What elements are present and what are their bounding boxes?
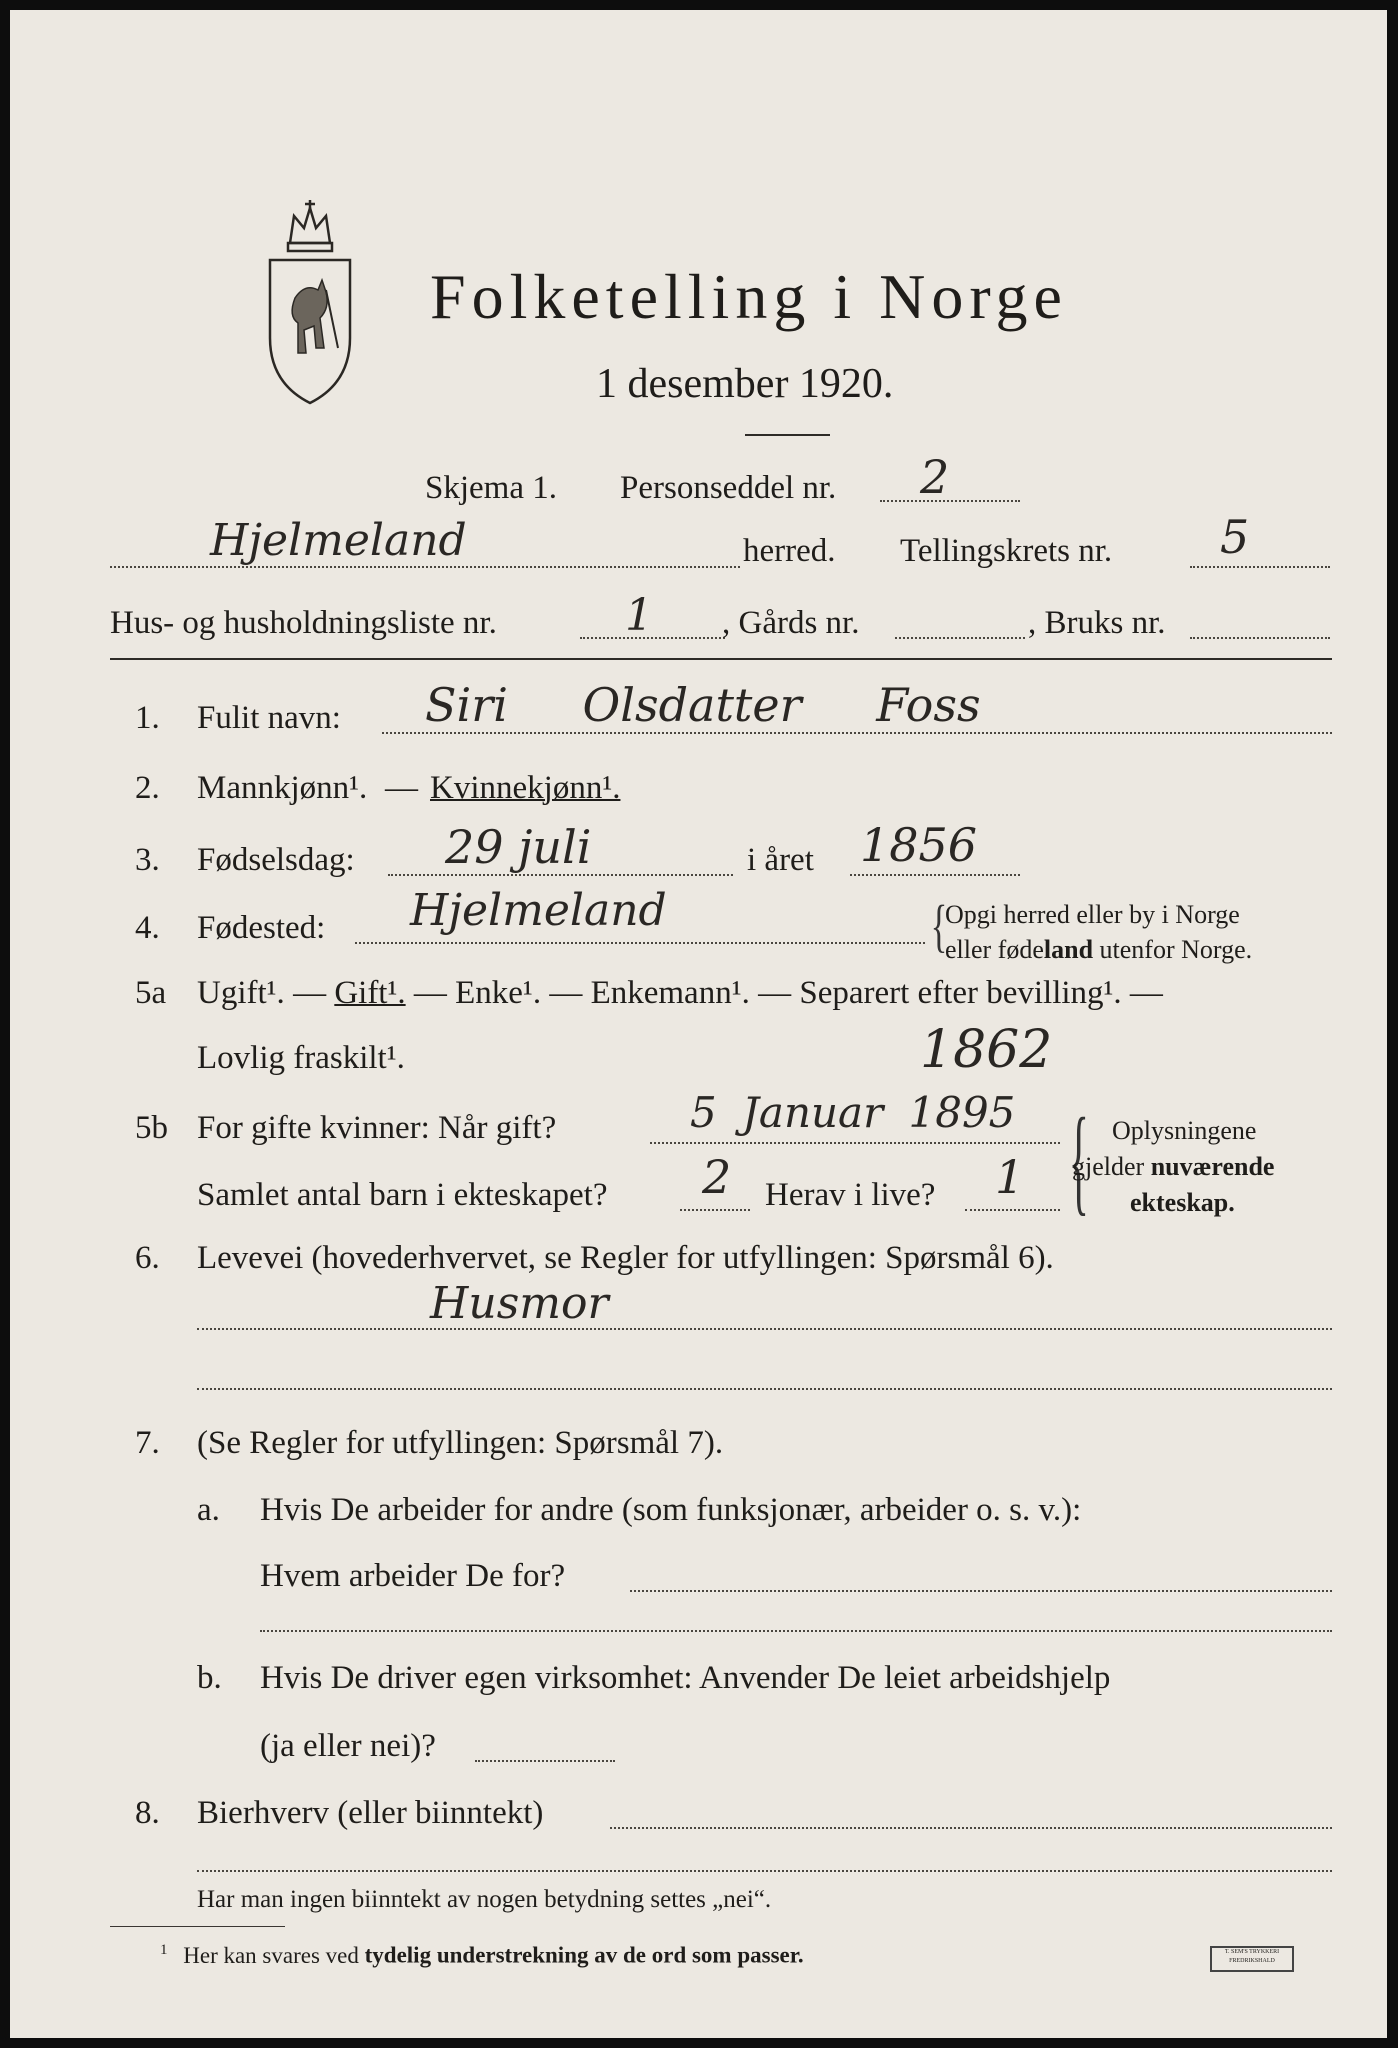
q5a-number: 5a <box>135 975 167 1011</box>
q4-brace: { <box>930 893 948 958</box>
q2-number: 2. <box>135 770 160 806</box>
q7b-question: (ja eller nei)? <box>260 1728 436 1764</box>
tellingskrets-line <box>1190 566 1330 568</box>
q7a-line1 <box>630 1590 1332 1592</box>
q7b-line <box>475 1760 615 1762</box>
personseddel-value: 2 <box>920 450 950 504</box>
q1-value: Siri Olsdatter Foss <box>425 678 981 732</box>
q4-note-line2 <box>945 935 1252 965</box>
form-title: Folketelling i Norge <box>430 261 1068 332</box>
q6-value: Husmor <box>430 1278 609 1329</box>
q5b-label2: Samlet antal barn i ekteskapet? <box>197 1177 608 1213</box>
personseddel-label: Personseddel nr. <box>620 470 837 506</box>
bruks-label: , Bruks nr. <box>1028 605 1166 641</box>
hus-value: 1 <box>625 590 653 641</box>
tellingskrets-label: Tellingskrets nr. <box>900 533 1113 569</box>
q4-note-line1: Opgi herred eller by i Norge <box>945 900 1240 929</box>
q7a-text: Hvis De arbeider for andre (som funksjonær, arbeider o. s. v.): <box>260 1492 1082 1528</box>
gards-label: , Gårds nr. <box>722 605 860 641</box>
q5a-rest: — Enke¹. — Enkemann¹. — Separert efter bevilling¹. — <box>405 975 1163 1011</box>
q3-label: Fødselsdag: <box>197 842 355 878</box>
q4-label: Fødested: <box>197 910 326 946</box>
q5a-gift-underlined: Gift¹. <box>334 975 406 1011</box>
footnote-pre: Her kan svares ved <box>183 1942 365 1968</box>
q5b-gift-value: 5 Januar 1895 <box>690 1088 1016 1137</box>
q5b-live-value: 1 <box>995 1150 1025 1204</box>
census-date: 1 desember 1920. <box>596 361 894 407</box>
q6-line1 <box>197 1328 1332 1330</box>
q7a-letter: a. <box>197 1492 220 1528</box>
q7a-question: Hvem arbeider De for? <box>260 1558 566 1594</box>
q5b-note2 <box>1072 1152 1274 1182</box>
q2-separator: — <box>385 770 418 806</box>
title-divider <box>745 434 830 436</box>
census-form <box>10 10 1387 2038</box>
q7a-line2 <box>260 1630 1332 1632</box>
q1-line <box>382 732 1332 734</box>
q8-number: 8. <box>135 1795 160 1831</box>
q5b-label1: For gifte kvinner: Når gift? <box>197 1110 557 1146</box>
q5b-barn-line <box>680 1209 750 1211</box>
q5b-note1: Oplysningene <box>1112 1116 1257 1145</box>
q5a-dash1: — <box>284 975 335 1011</box>
footnote <box>160 1942 804 1969</box>
herred-value: Hjelmeland <box>210 515 467 566</box>
herred-line <box>110 566 740 568</box>
tellingskrets-value: 5 <box>1220 510 1250 564</box>
q3-year-line <box>850 874 1020 876</box>
q5b-barn-value: 2 <box>702 1150 732 1204</box>
q8-line2 <box>197 1870 1332 1872</box>
q7-number: 7. <box>135 1425 160 1461</box>
footnote-rule <box>110 1926 285 1927</box>
q4-note-post: utenfor Norge. <box>1093 935 1253 964</box>
q4-note-bold: land <box>1043 935 1094 964</box>
q8-label: Bierhverv (eller biinntekt) <box>197 1795 544 1831</box>
q3-year-value: 1856 <box>860 818 978 872</box>
q4-line <box>355 942 925 944</box>
q4-value: Hjelmeland <box>410 885 667 936</box>
footnote-mark: 1 <box>160 1942 168 1958</box>
q5a-line2: Lovlig fraskilt¹. <box>197 1040 405 1076</box>
q5b-number: 5b <box>135 1110 168 1146</box>
q1-label: Fulit navn: <box>197 700 341 736</box>
q2-kvinne-underlined: Kvinnekjønn¹. <box>430 770 621 806</box>
q3-year-label: i året <box>747 842 814 878</box>
q5b-brace: { <box>1068 1093 1089 1226</box>
q7b-text: Hvis De driver egen virksomhet: Anvender De leiet arbeidshjelp <box>260 1660 1111 1696</box>
q5b-label3: Herav i live? <box>765 1177 936 1213</box>
q3-day-line <box>388 874 733 876</box>
gards-line <box>895 637 1025 639</box>
q5b-gift-line <box>650 1142 1060 1144</box>
printer-stamp: T. SEM'S TRYKKERI FREDRIKSHALD <box>1210 1946 1294 1972</box>
q5b-note3 <box>1130 1188 1235 1218</box>
q3-day-value: 29 juli <box>445 820 592 874</box>
herred-label: herred. <box>743 533 836 569</box>
header-divider <box>110 658 1332 660</box>
footnote-bold: tydelig understrekning av de ord som passer. <box>364 1942 804 1968</box>
bruks-line <box>1190 637 1330 639</box>
note-nei: Har man ingen biinntekt av nogen betydning settes „nei“. <box>197 1886 772 1913</box>
q3-number: 3. <box>135 842 160 878</box>
q5b-note3-bold: ekteskap. <box>1130 1188 1235 1217</box>
q5b-note2-pre: gjelder <box>1072 1152 1151 1181</box>
personseddel-line <box>880 500 1020 502</box>
q1-number: 1. <box>135 700 160 736</box>
q5b-live-line <box>965 1209 1060 1211</box>
q8-line1 <box>610 1827 1332 1829</box>
q5a-hand-year: 1862 <box>920 1020 1053 1080</box>
norway-coat-of-arms-icon <box>260 198 360 413</box>
q6-number: 6. <box>135 1240 160 1276</box>
q5b-note2-bold: nuværende <box>1150 1152 1275 1181</box>
q7b-letter: b. <box>197 1660 222 1696</box>
q6-label: Levevei (hovederhvervet, se Regler for utfyllingen: Spørsmål 6). <box>197 1240 1054 1276</box>
skjema-label: Skjema 1. <box>425 470 557 506</box>
q5a-options <box>197 975 1163 1012</box>
q2-mann: Mannkjønn¹. <box>197 770 368 806</box>
hus-label: Hus- og husholdningsliste nr. <box>110 605 497 641</box>
q4-number: 4. <box>135 910 160 946</box>
q5a-ugift: Ugift¹. <box>197 975 285 1011</box>
q4-note-pre: eller føde <box>945 935 1044 964</box>
q7-label: (Se Regler for utfyllingen: Spørsmål 7). <box>197 1425 724 1461</box>
q6-line2 <box>197 1388 1332 1390</box>
